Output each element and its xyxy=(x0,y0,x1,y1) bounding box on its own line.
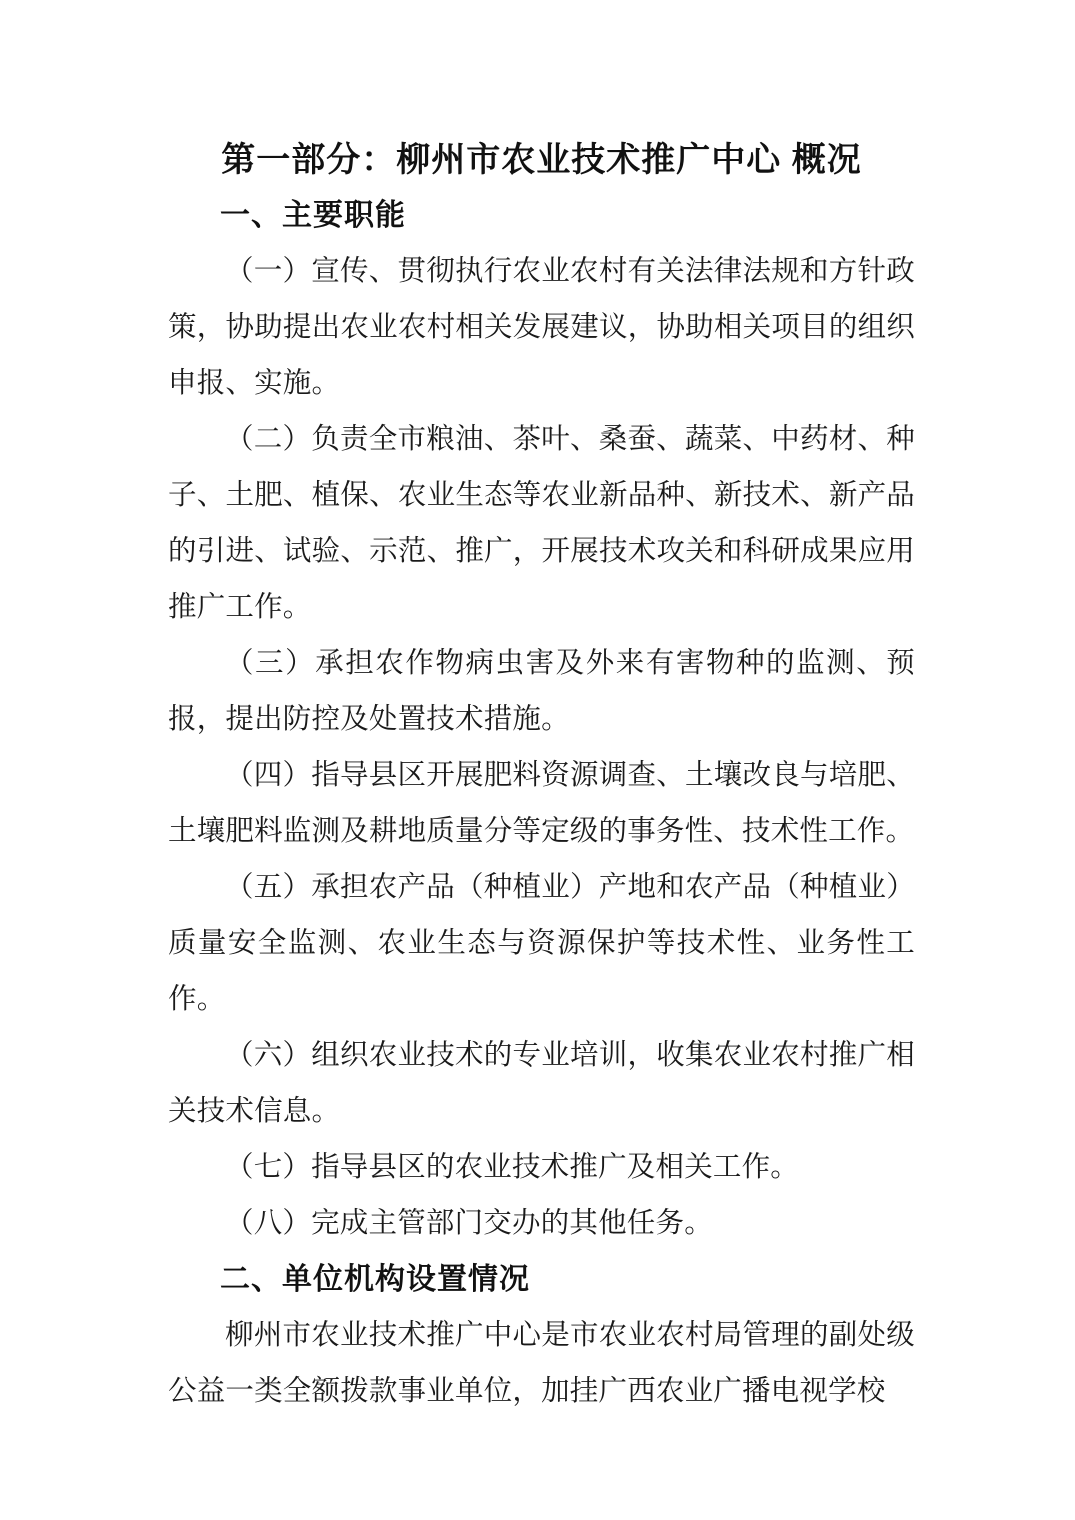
paragraph-duty-4: （四）指导县区开展肥料资源调查、土壤改良与培肥、土壤肥料监测及耕地质量分等定级的事务性、技术性工作。 xyxy=(168,760,915,847)
section-heading-organization-setup: 二、单位机构设置情况 xyxy=(220,1263,530,1296)
paragraph-duty-8: （八）完成主管部门交办的其他任务。 xyxy=(225,1208,713,1239)
document-title: 第一部分：柳州市农业技术推广中心 概况 xyxy=(221,141,862,179)
section-heading-main-duties: 一、主要职能 xyxy=(220,199,406,232)
paragraph-duty-6: （六）组织农业技术的专业培训，收集农业农村推广相关技术信息。 xyxy=(168,1040,915,1127)
paragraph-organization-intro: 柳州市农业技术推广中心是市农业农村局管理的副处级公益一类全额拨款事业单位，加挂广西农业广播电视学校 xyxy=(168,1320,915,1407)
paragraph-duty-2: （二）负责全市粮油、茶叶、桑蚕、蔬菜、中药材、种子、土肥、植保、农业生态等农业新品种、新技术、新产品的引进、试验、示范、推广，开展技术攻关和科研成果应用推广工作。 xyxy=(168,424,915,623)
paragraph-duty-5: （五）承担农产品（种植业）产地和农产品（种植业）质量安全监测、农业生态与资源保护等技术性、业务性工作。 xyxy=(168,872,915,1015)
paragraph-duty-7: （七）指导县区的农业技术推广及相关工作。 xyxy=(225,1152,800,1183)
paragraph-duty-1: （一）宣传、贯彻执行农业农村有关法律法规和方针政策，协助提出农业农村相关发展建议，协助相关项目的组织申报、实施。 xyxy=(168,256,915,399)
paragraph-duty-3: （三）承担农作物病虫害及外来有害物种的监测、预报，提出防控及处置技术措施。 xyxy=(168,648,915,735)
